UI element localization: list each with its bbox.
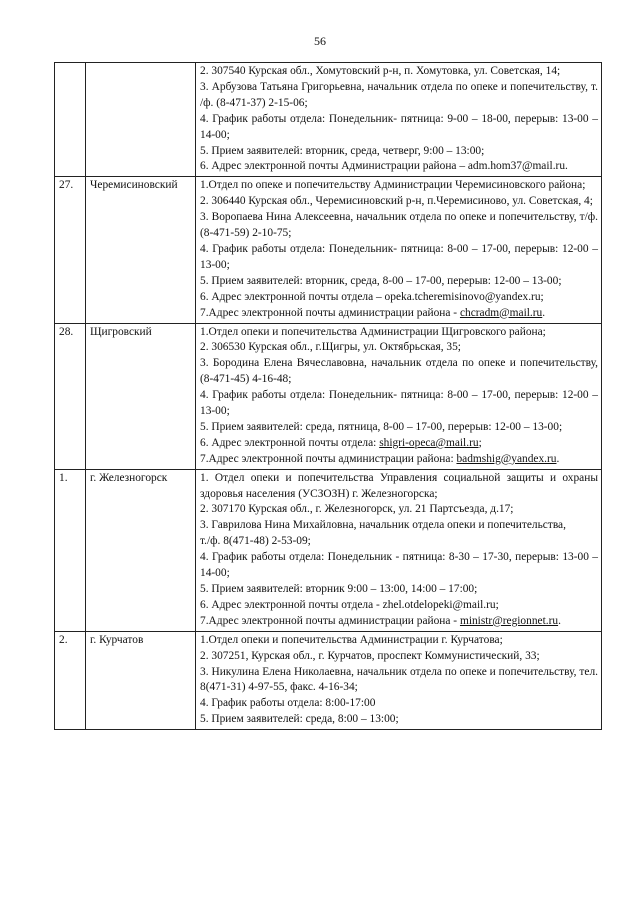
email-link[interactable]: chcradm@mail.ru [459, 306, 543, 319]
detail-text: 4. График работы отдела: Понедельник - пятница: 8-30 – 17-30, перерыв: 13-00 – 14-00; [200, 551, 598, 580]
detail-line [200, 665, 598, 697]
detail-text: 3. Воропаева Нина Алексеевна, начальник отдела по опеке и попечительству, т/ф. (8-471-59) 2-10-75; [200, 211, 598, 240]
page-number: 56 [314, 34, 326, 48]
detail-text: 7.Адрес электронной почты администрации района - [200, 306, 460, 319]
detail-line [200, 356, 598, 388]
row-number: 1. [55, 469, 86, 631]
office-details [196, 631, 602, 729]
detail-text: 3. Гаврилова Нина Михайловна, начальник отдела опеки и попечительства, [200, 519, 566, 532]
detail-punct: ; [478, 436, 482, 449]
row-number: 28. [55, 323, 86, 469]
detail-line [200, 633, 598, 649]
detail-line [200, 518, 598, 534]
table-row [55, 177, 602, 323]
detail-text: 4. График работы отдела: Понедельник- пятница: 8-00 – 17-00, перерыв: 12-00 – 13-00; [200, 242, 598, 271]
detail-text: 3. Арбузова Татьяна Григорьевна, начальник отдела по опеке и попечительству, т. /ф. (8-471-37) 2-15-06; [200, 80, 598, 109]
detail-line [200, 436, 598, 452]
detail-line [200, 340, 598, 356]
detail-text: 4. График работы отдела: Понедельник- пятница: 9-00 – 18-00, перерыв: 13-00 – 14-00; [200, 112, 598, 141]
detail-text: 7.Адрес электронной почты администрации района - [200, 614, 460, 627]
row-number [55, 63, 86, 177]
detail-line [200, 112, 598, 144]
detail-line [200, 388, 598, 420]
detail-line [200, 452, 598, 468]
detail-text: 1.Отдел опеки и попечительства Администрации г. Курчатова; [200, 633, 503, 646]
district-name: г. Курчатов [86, 631, 196, 729]
table-row [55, 469, 602, 631]
detail-text: 1. Отдел опеки и попечительства Управления социальной защиты и охраны здоровья населения (УСЗОЗН) г. Железногорска; [200, 471, 598, 500]
email-link[interactable]: ministr@regionnet.ru [459, 614, 559, 627]
district-name: Щигровский [86, 323, 196, 469]
detail-text: 5. Прием заявителей: вторник 9:00 – 13:00, 14:00 – 17:00; [200, 583, 478, 595]
detail-line [200, 550, 598, 582]
detail-text: 5. Прием заявителей: вторник, среда, 8-00 – 17-00, перерыв: 12-00 – 13-00; [200, 274, 562, 287]
guardianship-offices-table [54, 62, 602, 730]
detail-text: 2. 306440 Курская обл., Черемисиновский р-н, п.Черемисиново, ул. Советская, 4; [200, 195, 593, 208]
detail-text: 2. 307540 Курская обл., Хомутовский р-н, п. Хомутовка, ул. Советская, 14; [200, 65, 561, 77]
detail-line [200, 649, 598, 665]
district-name [86, 63, 196, 177]
detail-line [200, 696, 598, 712]
detail-text: 1.Отдел по опеке и попечительству Администрации Черемисиновского района; [200, 179, 586, 192]
detail-line [200, 178, 598, 194]
detail-text: 6. Адрес электронной почты отдела - zhel.otdelopeki@mail.ru; [200, 598, 499, 611]
detail-line [200, 159, 598, 175]
detail-text: 1.Отдел опеки и попечительства Администрации Щигровского района; [200, 325, 546, 338]
detail-text: 4. График работы отдела: 8:00-17:00 [200, 697, 376, 710]
detail-line [200, 471, 598, 503]
office-details [196, 323, 602, 469]
detail-text: 6. Адрес электронной почты Администрации района – adm.hom37@mail.ru. [200, 160, 568, 173]
detail-text: т./ф. 8(471-48) 2-53-09; [200, 535, 311, 548]
district-name: г. Железногорск [86, 469, 196, 631]
email-link[interactable]: badmshig@yandex.ru [456, 452, 557, 465]
detail-text: 2. 307251, Курская обл., г. Курчатов, проспект Коммунистический, 33; [200, 649, 540, 662]
detail-line [200, 582, 598, 598]
row-number: 2. [55, 631, 86, 729]
detail-line [200, 712, 598, 728]
detail-line [200, 210, 598, 242]
detail-line [200, 242, 598, 274]
office-details [196, 469, 602, 631]
detail-text: 6. Адрес электронной почты отдела – opeka.tcheremisinovo@yandex.ru; [200, 290, 544, 303]
office-details [196, 63, 602, 177]
table-row [55, 631, 602, 729]
table-row [55, 63, 602, 177]
detail-line [200, 502, 598, 518]
detail-text: 5. Прием заявителей: среда, пятница, 8-00 – 17-00, перерыв: 12-00 – 13-00; [200, 420, 563, 433]
row-number: 27. [55, 177, 86, 323]
detail-text: 2. 307170 Курская обл., г. Железногорск, ул. 21 Партсъезда, д.17; [200, 503, 514, 516]
detail-line [200, 598, 598, 614]
detail-line [200, 420, 598, 436]
detail-text: 2. 306530 Курская обл., г.Щигры, ул. Октябрьская, 35; [200, 341, 461, 354]
table-row [55, 323, 602, 469]
detail-text: 7.Адрес электронной почты администрации района: [200, 452, 457, 465]
detail-line [200, 534, 598, 550]
detail-punct: . [556, 452, 560, 465]
detail-line [200, 80, 598, 112]
detail-punct: . [558, 614, 561, 627]
district-name: Черемисиновский [86, 177, 196, 323]
detail-line [200, 64, 598, 80]
detail-line [200, 194, 598, 210]
detail-text: 6. Адрес электронной почты отдела: [200, 436, 380, 449]
detail-text: 3. Никулина Елена Николаевна, начальник отдела по опеке и попечительству, тел. 8(471-31) 4-97-55, факс. 4-16-34; [200, 665, 598, 694]
detail-line [200, 614, 598, 630]
detail-line [200, 144, 598, 160]
detail-punct: . [542, 306, 546, 319]
detail-line [200, 274, 598, 290]
detail-text: 5. Прием заявителей: вторник, среда, четверг, 9:00 – 13:00; [200, 144, 485, 157]
detail-line [200, 290, 598, 306]
office-details [196, 177, 602, 323]
detail-line [200, 325, 598, 341]
detail-text: 5. Прием заявителей: среда, 8:00 – 13:00; [200, 713, 399, 726]
detail-line [200, 306, 598, 322]
email-link[interactable]: shigri-opeca@mail.ru [379, 436, 479, 449]
detail-text: 4. График работы отдела: Понедельник- пятница: 8-00 – 17-00, перерыв: 12-00 – 13-00; [200, 389, 598, 418]
detail-text: 3. Бородина Елена Вячеславовна, начальник отдела по опеке и попечительству, (8-471-45) 4-16-48; [200, 357, 598, 386]
